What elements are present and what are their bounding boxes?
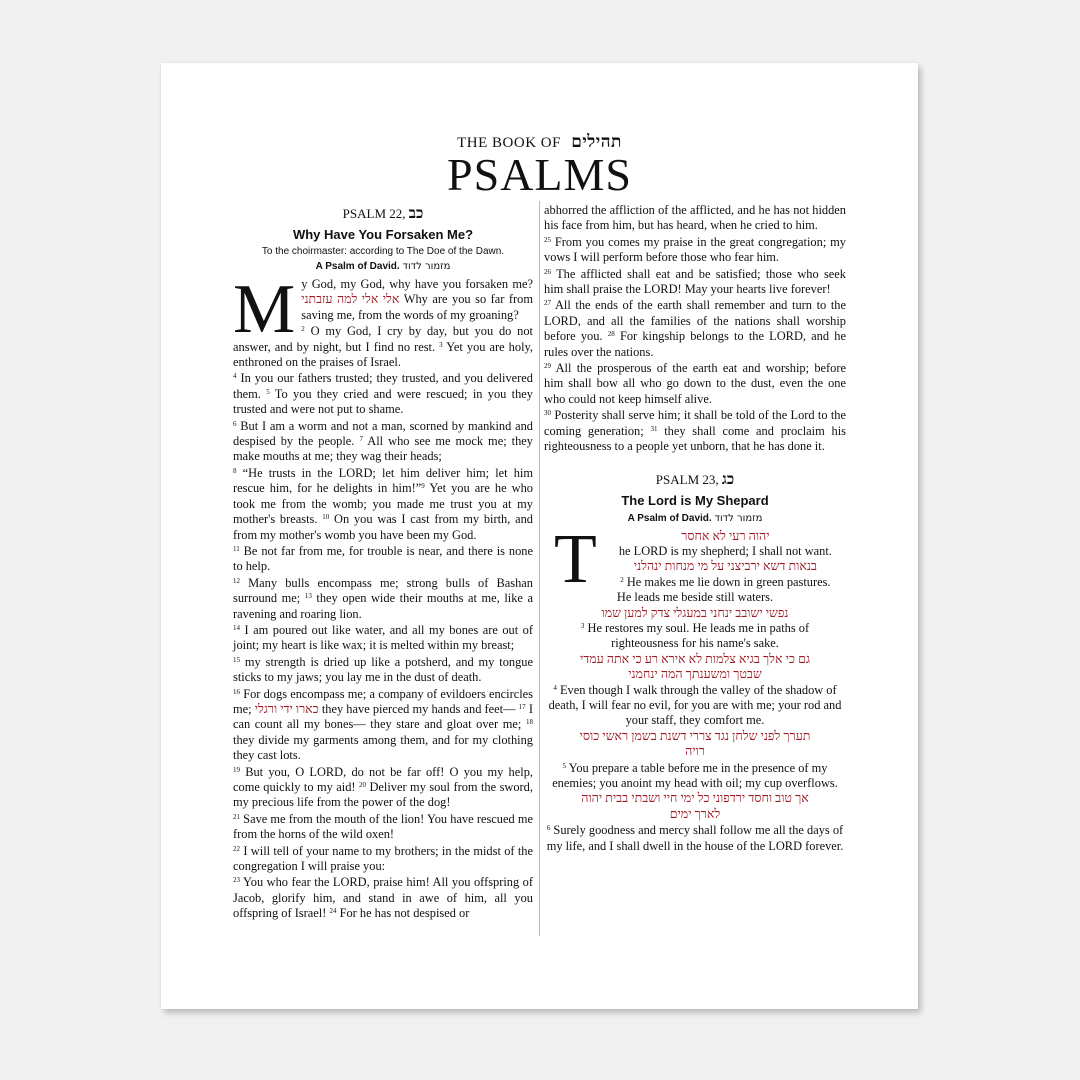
verse-1-text-a: y God, my God, why have you forsaken me? [301,277,533,291]
ps23-v5-line: $^5$ You prepare a table before me in the presence of my enemies; you anoint my head with oil; my cup overflows. [552,760,838,790]
ps23-v4-line: $^4$ Even though I walk through the valley of the shadow of death, I will fear no evil, for you are with me; your rod and your staff, they comfort me. [548,682,842,728]
drop-cap-m: M [233,271,296,348]
verse-2-3: $^2$ O my God, I cry by day, but you do not answer, and by night, but I find no rest. $^3$ Yet you are holy, enthroned on the praises of Israel. [233,324,533,370]
verse-15-text: my strength is dried up like a potsherd, and my tongue sticks to my jaws; you lay me in the dust of death. [233,654,533,685]
verse-16-hebrew: כארו ידי ורגלי [254,701,319,716]
ps23-v2a: He makes me lie down in green pastures. [626,574,831,589]
verse-24a: For he has not despised or [339,906,470,921]
byline-hebrew: מזמור לדוד [714,512,763,524]
ps23-v1: he LORD is my shepherd; I shall not want. [618,543,832,558]
ps23-v6-hebrew-b: לארך ימים [669,806,721,821]
ps23-v2-hebrew: בנאות דשא ירביצני על מי מנחות ינהלני [633,559,817,574]
psalm-23-body [544,520,846,855]
verse-12: Many bulls encompass me; strong bulls of Bashan surround me; [233,575,533,606]
verse-21-text: Save me from the mouth of the lion! You have rescued me from the horns of the wild oxen! [233,811,533,842]
ps23-v5-hebrew-b: רויה [685,744,705,759]
verse-24b: abhorred the affliction of the afflicted, and he has not hidden his face from him, but has heard, when he cried to him. [544,203,846,233]
ps23-v5-hebrew-a: תערך לפני שלחן נגד צררי דשנת בשמן ראשי כוסי [579,728,811,743]
verse-27: All the ends of the earth shall remember and turn to the LORD, and all the families of the nations shall worship before you. [544,298,846,344]
verse-1-text-b: Why are you so far from saving me, from the words of my groaning? [301,292,533,322]
psalm-22-number: PSALM 22, [342,206,406,221]
verse-4: In you our fathers trusted; they trusted, and you delivered them. [233,371,533,401]
drop-cap-t: T [554,520,597,598]
verse-26: $^{26}$ The afflicted shall eat and be satisfied; those who seek him shall praise the LORD! May your hearts live forever! [544,266,846,297]
verse-22: $^{22}$ I will tell of your name to my brothers; in the midst of the congregation I will praise you: [233,843,534,874]
verse-21: $^{21}$ Save me from the mouth of the lion! You have rescued me from the horns of the wild oxen! [233,811,533,842]
verse-23-24: $^{23}$ You who fear the LORD, praise him! All you offspring of Jacob, glorify him, and stand in awe of him, all you offspring of Israel! $^{24}$ For he has not despised or [233,875,533,921]
verse-20: Deliver my soul from the sword, my precious life from the power of the dog! [233,780,533,810]
verse-16a: For dogs encompass me; a company of evildoers encircles me; [233,686,533,716]
ps23-v4-hebrew-b: שבטך ומשענתך המה ינחמני [628,667,762,682]
column-divider [539,201,540,936]
verse-17: I can count all my bones— they stare and gloat over me; [233,701,533,732]
book-of-hebrew: תהילים [571,132,622,151]
verse-11-text: Be not far from me, for trouble is near, and there is none to help. [233,543,533,574]
verse-3: Yet you are holy, enthroned on the praises of Israel. [233,339,533,370]
verse-6: But I am a worm and not a man, scorned by mankind and despised by the people. [233,418,533,449]
right-column [544,203,846,854]
verse-19-20: $^{19}$ But you, O LORD, do not be far off! O you my help, come quickly to my aid! $^{20}$ Deliver my soul from the sword, my precious life from the power of the dog! [233,764,533,810]
verse-12-13: $^{12}$ Many bulls encompass me; strong bulls of Bashan surround me; $^{13}$ they open wide their mouths at me, like a ravening and roaring lion. [233,575,533,621]
verse-19: But you, O LORD, do not be far off! O you my help, come quickly to my aid! [233,764,533,794]
psalm-22-hebrew-number: כב [408,206,424,222]
psalm-22-title: Why Have You Forsaken Me? [292,227,474,242]
verse-29: $^{29}$ All the prosperous of the earth eat and worship; before him shall bow all who go down to the dust, even the one who could not keep himself alive. [544,361,846,406]
page-header [161,133,918,198]
book-of-label: THE BOOK OF [457,135,561,151]
verse-25-text: From you comes my praise in the great congregation; my vows I will perform before those who fear him. [544,234,846,265]
verse-31: they shall come and proclaim his righteousness to a people yet unborn, that he has done it. [544,423,846,454]
verse-8-10: $^8$ “He trusts in the LORD; let him deliver him; let him rescue him, for he delights in him!”$^9$ Yet you are he who took me from the womb; you made me trust you at my mother's breasts. $^{10}$ On you was I cast from my birth, and from my mother's womb you have been my God. [233,465,534,542]
psalm-23-heading [544,471,846,489]
verse-9: Yet you are he who took me from the womb; you made me trust you at my mother's breasts. [233,481,533,527]
verse-14-text: I am poured out like water, and all my bones are out of joint; my heart is like wax; it is melted within my breast; [233,622,533,653]
ps23-v3b: righteousness for his name's sake. [611,636,779,651]
verse-28: For kingship belongs to the LORD, and he rules over the nations. [544,329,846,359]
byline-text: A Psalm of David. [627,512,712,524]
ps23-v1-hebrew: יהוה רעי לא אחסר [681,528,770,543]
verse-18: they divide my garments among them, and for my clothing they cast lots. [233,732,533,763]
psalm-23-number: PSALM 23, [655,471,719,487]
psalm-22-subtitle: To the choirmaster: according to The Doe of the Dawn. [261,246,505,257]
verse-14: $^{14}$ I am poured out like water, and all my bones are out of joint; my heart is like wax; it is melted within my breast; [233,622,533,653]
verse-30-31: $^{30}$ Posterity shall serve him; it shall be told of the Lord to the coming generation; $^{31}$ they shall come and proclaim his righteousness to a people yet unborn, that he has done it. [544,408,846,454]
verse-8: “He trusts in the LORD; let him deliver him; let him rescue him, for he delights in him!” [233,465,533,496]
verse-1-hebrew: אלי אלי למה עזבתני [301,292,400,307]
verse-5: To you they cried and were rescued; in you they trusted and were not put to shame. [233,386,533,417]
verse-23: You who fear the LORD, praise him! All you offspring of Jacob, glorify him, and stand in awe of him, all you offspring of Israel! [233,875,533,921]
verse-10: On you was I cast from my birth, and from my mother's womb you have been my God. [233,512,534,542]
ps23-v2a-line: $^2$ He makes me lie down in green pastures. [620,574,831,589]
verse-4-5: $^4$ In you our fathers trusted; they trusted, and you delivered them. $^5$ To you they cried and were rescued; in you they trusted and were not put to shame. [233,371,533,417]
ps23-v4-hebrew-a: גם כי אלך בגיא צלמות לא אירא רע כי אתה עמדי [579,651,811,666]
ps23-v6-line: $^6$ Surely goodness and mercy shall follow me all the days of my life, and I shall dwell in the house of the LORD forever. [546,823,844,853]
ps23-v5: You prepare a table before me in the presence of my enemies; you anoint my head with oil; my cup overflows. [552,760,838,790]
verse-16b: they have pierced my hands and feet— [321,701,516,716]
ps23-v2b: He leads me beside still waters. [616,590,774,605]
byline-hebrew: מזמור לדוד [402,261,451,272]
verse-15: $^{15}$ my strength is dried up like a potsherd, and my tongue sticks to my jaws; you lay me in the dust of death. [233,654,533,685]
verse-7: All who see me mock me; they make mouths at me; they wag their heads; [233,434,533,464]
verse-11: $^{11}$ Be not far from me, for trouble is near, and there is none to help. [233,543,533,574]
psalm-22-heading [233,205,533,223]
psalm-23-section [544,471,846,855]
verse-30: Posterity shall serve him; it shall be told of the Lord to the coming generation; [544,408,846,438]
verse-16-18: $^{16}$ For dogs encompass me; a company of evildoers encircles me; כארו ידי ורגלי they have pierced my hands and feet— $^{17}$ I can count all my bones— they stare and gloat over me; $^{18}$ they divide my garments among them, and for my clothing they cast lots. [233,686,533,763]
ps23-v6: Surely goodness and mercy shall follow me all the days of my life, and I shall dwell in the house of the LORD forever. [546,823,844,853]
verse-2: O my God, I cry by day, but you do not answer, and by night, but I find no rest. [233,324,533,354]
ps23-v6-hebrew-a: אך טוב וחסד ירדפוני כל ימי חיי ושבתי בבית יהוה [581,791,809,806]
verse-26-text: The afflicted shall eat and be satisfied; those who seek him shall praise the LORD! May your hearts live forever! [544,266,846,297]
psalm-23-title: The Lord is My Shepard [621,492,769,508]
verse-13: they open wide their mouths at me, like a ravening and roaring lion. [233,591,533,621]
ps23-v3a-line: $^3$ He restores my soul. He leads me in paths of [580,620,810,635]
verse-25: $^{25}$ From you comes my praise in the great congregation; my vows I will perform before those who fear him. [544,234,846,265]
left-column [233,205,533,922]
verse-27-28: $^{27}$ All the ends of the earth shall remember and turn to the LORD, and all the families of the nations shall worship before you. $^{28}$ For kingship belongs to the LORD, and he rules over the nations. [544,298,846,359]
psalm-23-hebrew-number: כג [721,471,735,488]
print-page [161,63,918,1009]
ps23-v3a: He restores my soul. He leads me in paths of [587,620,810,635]
verse-24-cont [544,203,846,234]
byline-text: A Psalm of David. [315,261,400,272]
page-title: PSALMS [447,149,632,200]
verse-22-text: I will tell of your name to my brothers; in the midst of the congregation I will praise you: [233,843,534,874]
verse-6-7: $^6$ But I am a worm and not a man, scorned by mankind and despised by the people. $^7$ All who see me mock me; they make mouths at me; they wag their heads; [233,418,533,464]
ps23-v4: Even though I walk through the valley of the shadow of death, I will fear no evil, for you are with me; your rod and your staff, they comfort me. [548,682,842,728]
ps23-v3-hebrew: נפשי ישובב ינחני במעגלי צדק למען שמו [601,605,789,620]
verse-29-text: All the prosperous of the earth eat and worship; before him shall bow all who go down to the dust, even the one who could not keep himself alive. [544,361,846,406]
